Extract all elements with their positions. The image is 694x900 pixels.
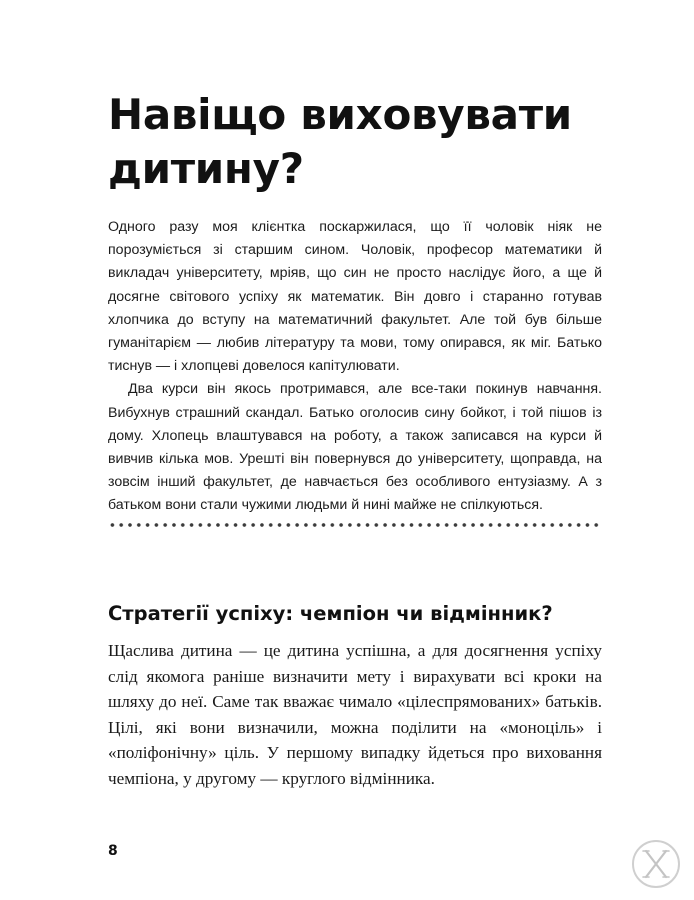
chapter-title: Навіщо виховувати дитину? xyxy=(108,90,572,193)
page-number: 8 xyxy=(108,843,118,859)
x-logo-icon xyxy=(630,838,682,890)
section-title: Стратегії успіху: чемпіон чи відмінник? xyxy=(108,602,553,625)
section-paragraph: Щаслива дитина — це дитина успішна, а для досягнення успіху слід якомога раніше визначити мету і вирахувати всі кроки на шляху до неї. Саме так вважає чимало «цілеспрямованих» батьків. Цілі, які вони визначили, можна поділити на «моноціль» і «поліфонічну» ціль. У першому випадку йдеться про виховання чемпіона, у другому — круглого відмінника. xyxy=(108,641,602,788)
dotted-divider xyxy=(108,522,602,528)
intro-story xyxy=(108,216,602,518)
intro-paragraph: Одного разу моя клієнтка поскаржилася, що її чоловік ніяк не порозуміється зі старшим сином. Чоловік, професор математики й викладач університету, мріяв, що син не просто наслідує його, а ще й досягне світового успіху як математик. Він довго і старанно готував хлопчика до вступу на математичний факультет. Але той був більше гуманітарієм — любив літературу та мови, тому опирався, як міг. Батько тиснув — і хлопцеві довелося капітулювати. xyxy=(108,219,602,375)
intro-paragraph: Два курси він якось протримався, але все-таки покинув навчання. Вибухнув страшний скандал. Батько оголосив сину бойкот, і той пішов із дому. Хлопець влаштувався на роботу, а також записався на курси й вивчив кілька мов. Урешті він повернувся до університету, щоправда, на зовсім інший факультет, де навчається без особливого ентузіазму. А з батьком вони стали чужими людьми й нині майже не спілкуються. xyxy=(108,381,602,514)
